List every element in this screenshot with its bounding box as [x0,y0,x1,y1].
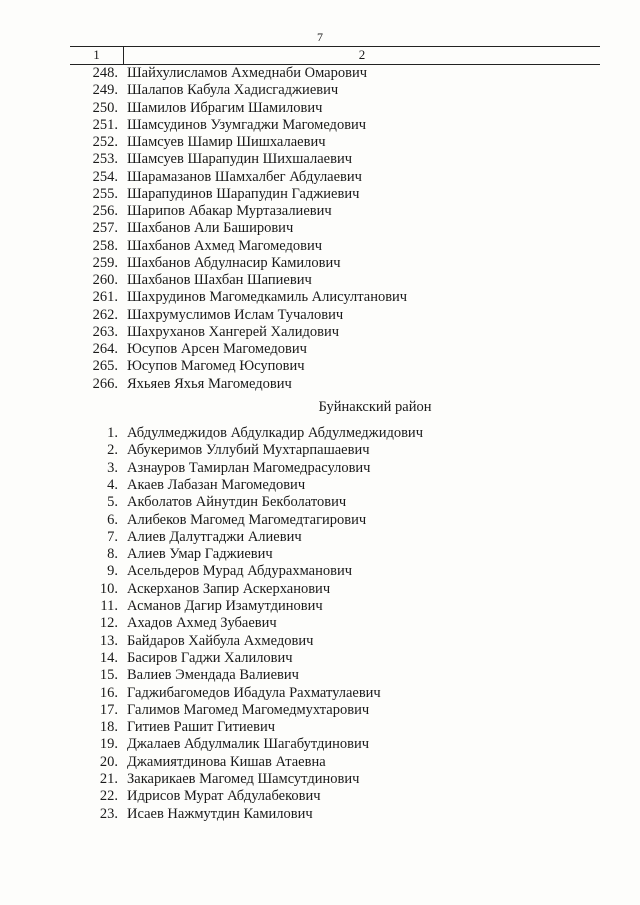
list-item-name: Шахбанов Шахбан Шапиевич [127,272,312,288]
list-item-name: Шайхулисламов Ахмеднаби Омарович [127,65,367,81]
list-item [0,563,640,580]
list-item-name: Шахбанов Абдулнасир Камилович [127,254,341,271]
list-item [0,289,640,306]
list-item-number: 12. [99,615,118,632]
list-item [0,754,640,771]
list-item-number: 264. [92,341,118,357]
list-item [0,477,640,494]
list-item-name: Алиев Умар Гаджиевич [127,546,273,563]
list-item-name: Яхьяев Яхья Магомедович [127,375,292,392]
list-item-name: Закарикаев Магомед Шамсутдинович [127,771,360,787]
list-item [0,494,640,511]
list-item [0,203,640,220]
list-item-number: 15. [99,667,118,684]
list-item [0,581,640,598]
list-item [0,324,640,341]
list-item-number: 19. [99,736,118,753]
list-item-name: Аскерханов Запир Аскерханович [127,580,331,597]
list-item-name: Алибеков Магомед Магомедтагирович [127,511,367,528]
list-item-name: Юсупов Арсен Магомедович [127,341,307,357]
list-item [0,376,640,393]
list-item-name: Шамсуев Шарапудин Шихшалаевич [127,151,352,168]
list-item-number: 4. [107,476,118,493]
list-item [0,460,640,477]
list-item-number: 261. [92,289,118,306]
list-item-name: Акаев Лабазан Магомедович [127,476,306,493]
list-item-number: 254. [92,168,118,185]
list-item-name: Шарамазанов Шамхалбег Абдулаевич [127,168,362,185]
list-item-number: 259. [92,254,118,271]
list-item [0,806,640,823]
list-item-number: 8. [107,546,118,563]
table-header [70,46,600,65]
list-item-number: 256. [92,203,118,219]
list-item-name: Азнауров Тамирлан Магомедрасулович [127,459,371,476]
list-item-number: 251. [92,116,118,133]
list-item-number: 2. [107,442,118,459]
list-item-name: Акболатов Айнутдин Бекболатович [127,494,347,511]
section-title: Буйнакский район [318,399,432,415]
list-item [0,151,640,168]
list-item-number: 5. [107,494,118,511]
list-item-name: Шахбанов Али Баширович [127,220,294,237]
list-item-name: Шарипов Абакар Муртазалиевич [127,203,332,219]
list-item-name: Шалапов Кабула Хадисгаджиевич [127,82,339,99]
list-item-name: Шамсудинов Узумгаджи Магомедович [127,116,367,133]
list-item [0,788,640,805]
list-item [0,512,640,529]
list-item-name: Гаджибагомедов Ибадула Рахматулаевич [127,684,381,701]
list-item [0,220,640,237]
list-item [0,615,640,632]
list-item [0,650,640,667]
list-item-name: Абдулмеджидов Абдулкадир Абдулмеджидович [127,425,423,441]
list-item-number: 11. [100,598,118,614]
list-item-name: Шахбанов Ахмед Магомедович [127,237,323,254]
list-item [0,272,640,289]
list-item-number: 20. [99,753,118,770]
list-item [0,685,640,702]
list-item-name: Юсупов Магомед Юсупович [127,358,305,375]
list-item-name: Шарапудинов Шарапудин Гаджиевич [127,185,360,202]
table-header-col1: 1 [70,47,124,64]
list-item-name: Шамилов Ибрагим Шамилович [127,99,323,116]
list-item-number: 258. [92,237,118,254]
list-item-number: 22. [99,788,118,805]
list-item-number: 10. [99,580,118,597]
list-item-number: 260. [92,272,118,288]
list-item-name: Шамсуев Шамир Шишхалаевич [127,134,326,150]
list-item-number: 1. [107,425,118,441]
list-item-name: Гитиев Рашит Гитиевич [127,719,276,736]
list-item-number: 257. [92,220,118,237]
list-item-name: Джалаев Абдулмалик Шагабутдинович [127,736,370,753]
list-item [0,529,640,546]
list-item [0,82,640,99]
page-number: 7 [317,30,323,44]
list-item-name: Байдаров Хайбула Ахмедович [127,632,314,649]
list-item [0,442,640,459]
list-item [0,341,640,358]
list-item-number: 253. [92,151,118,168]
list-item-number: 3. [107,459,118,476]
list-item-number: 23. [99,805,118,822]
table-header-col2: 2 [358,47,366,62]
list-item-number: 21. [99,771,118,787]
list-item-name: Шахрудинов Магомедкамиль Алисултанович [127,289,408,306]
list-item-name: Абукеримов Уллубий Мухтарпашаевич [127,442,370,459]
list-item-number: 17. [99,701,118,718]
list-item-number: 16. [99,684,118,701]
list-item [0,736,640,753]
list-item-number: 9. [107,563,118,580]
list-item [0,546,640,563]
list-item-number: 263. [92,323,118,340]
list-item-name: Галимов Магомед Магомедмухтарович [127,701,370,718]
list-item [0,425,640,442]
list-item-name: Валиев Эмендада Валиевич [127,667,299,684]
list-item-number: 262. [92,306,118,323]
list-item-number: 248. [92,65,118,81]
list-item-name: Исаев Нажмутдин Камилович [127,805,313,822]
list-item [0,100,640,117]
list-item [0,186,640,203]
list-item-number: 7. [107,528,118,545]
list-item [0,117,640,134]
list-item-number: 266. [92,375,118,392]
list-item [0,719,640,736]
list-item-number: 6. [107,511,118,528]
list-item-name: Асманов Дагир Изамутдинович [127,598,323,614]
list-item-number: 265. [92,358,118,375]
list-item-number: 255. [92,185,118,202]
list-item-number: 13. [99,632,118,649]
list-item-number: 18. [99,719,118,736]
list-item-name: Шахрумуслимов Ислам Тучалович [127,306,344,323]
list-item-name: Идрисов Мурат Абдулабекович [127,788,321,805]
list-item-number: 14. [99,649,118,666]
list-item [0,169,640,186]
list-item [0,134,640,151]
list-item [0,667,640,684]
list-item [0,358,640,375]
list-item [0,65,640,82]
list-item [0,598,640,615]
list-item-number: 252. [92,134,118,150]
list-item-number: 249. [92,82,118,99]
list-item [0,633,640,650]
list-item-name: Шахруханов Хангерей Халидович [127,323,340,340]
list-item-name: Басиров Гаджи Халилович [127,649,293,666]
list-item [0,255,640,272]
list-item-name: Джамиятдинова Кишав Атаевна [127,753,326,770]
list-item-name: Ахадов Ахмед Зубаевич [127,615,277,632]
list-item-number: 250. [92,99,118,116]
list-item-name: Асельдеров Мурад Абдурахманович [127,563,352,580]
list-item [0,238,640,255]
list-item [0,307,640,324]
list-item-name: Алиев Далутгаджи Алиевич [127,528,302,545]
list-item [0,771,640,788]
list-item [0,702,640,719]
